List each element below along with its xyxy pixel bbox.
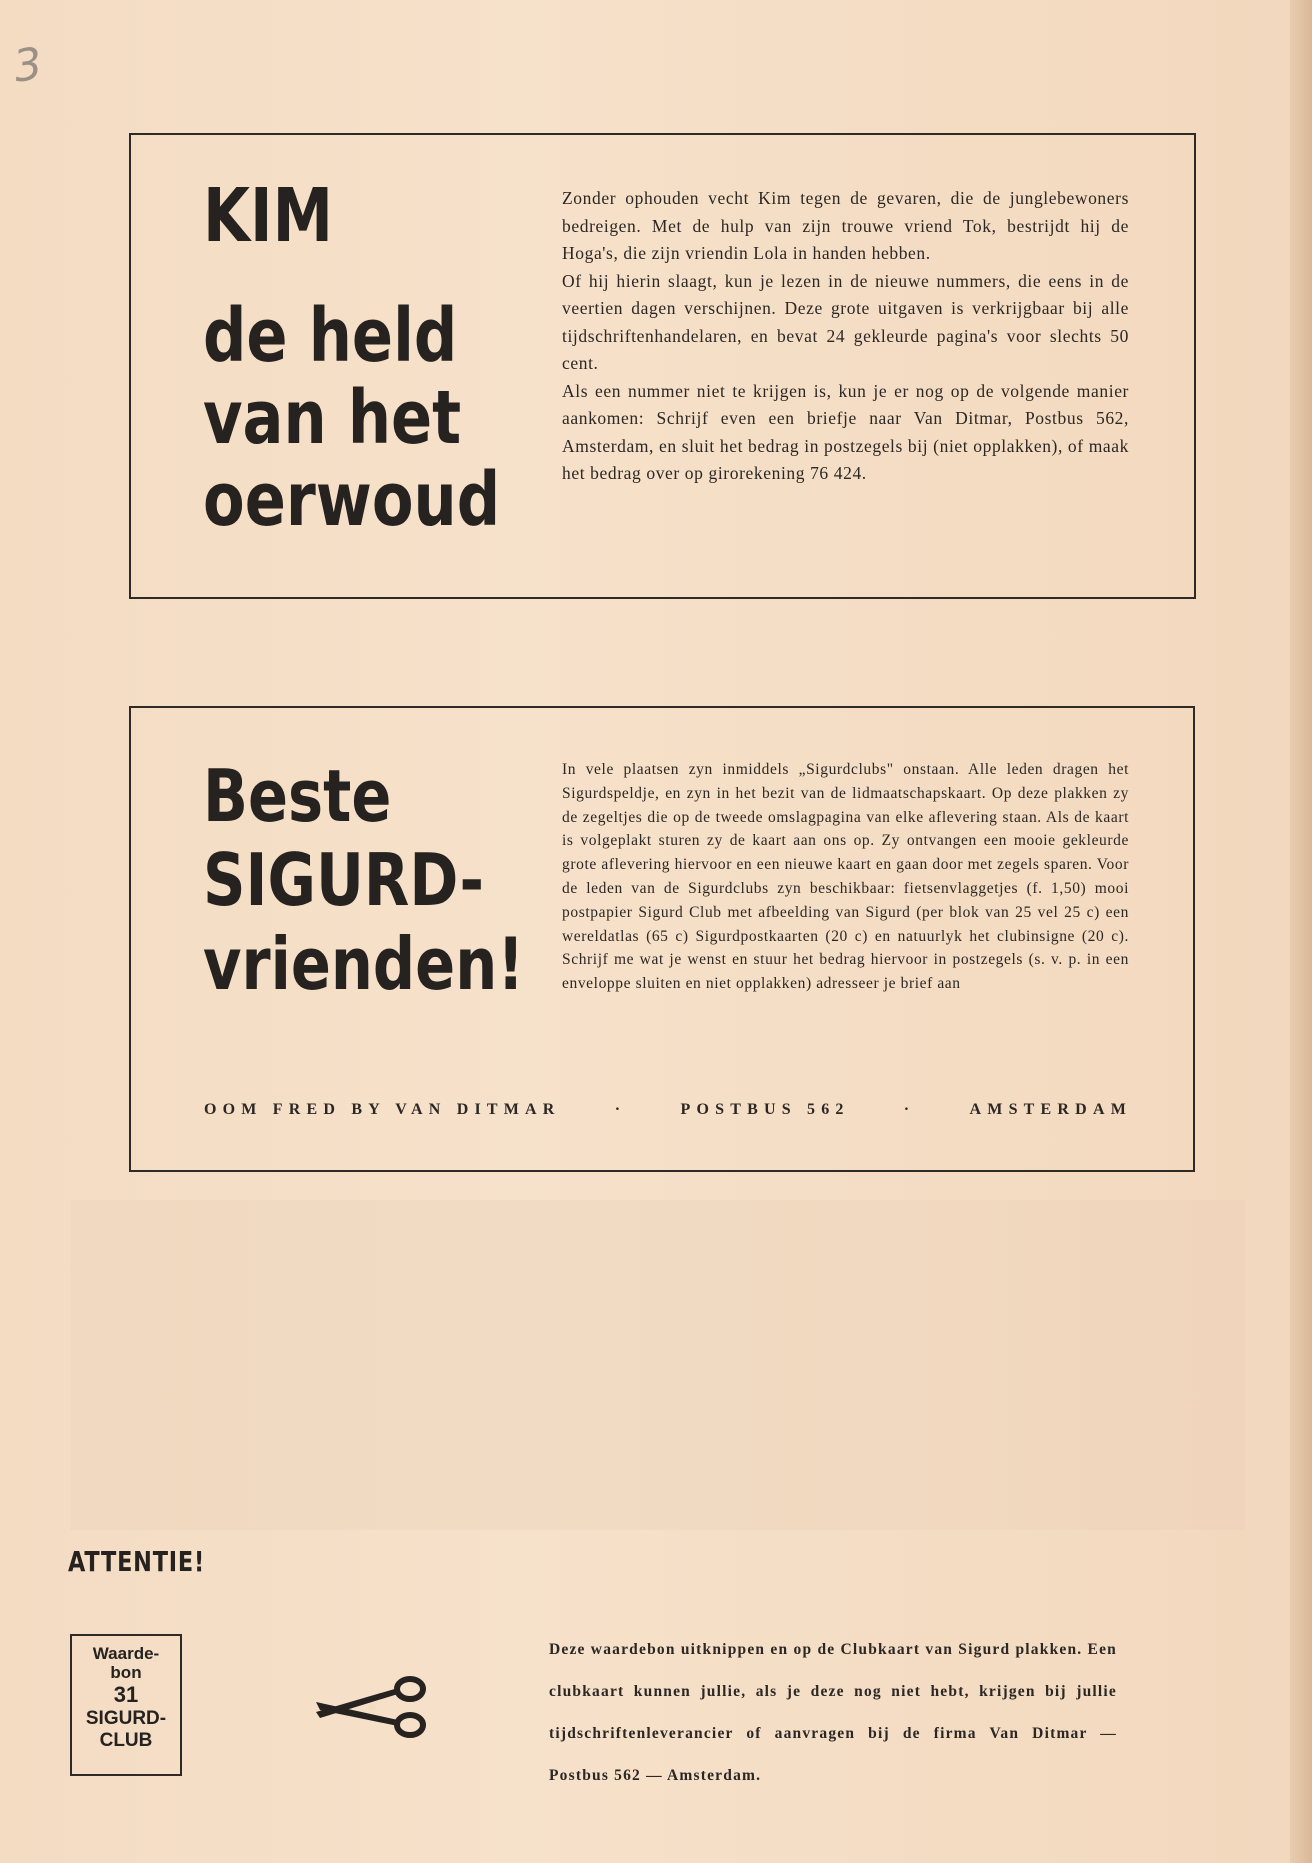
sigurd-title-line: vrienden! xyxy=(203,922,525,1006)
attentie-heading: ATTENTIE! xyxy=(68,1545,206,1578)
faint-bleed-through xyxy=(70,1200,1245,1530)
address-city: AMSTERDAM xyxy=(969,1101,1132,1118)
waardebon-coupon xyxy=(70,1634,182,1776)
sigurd-title-line: SIGURD- xyxy=(203,838,484,922)
kim-paragraph: Als een nummer niet te krijgen is, kun je er nog op de volgende manier aankomen: Schrijf even een briefje naar Van Ditmar, Postbus 562, Amsterdam, en sluit het bedrag in postzegels bij (niet opplakken), of maak het bedrag over op girorekening 76 424. xyxy=(562,380,1129,483)
page-spine-shadow xyxy=(1290,0,1312,1863)
coupon-club: SIGURD- xyxy=(85,1708,167,1729)
sigurd-title-line: Beste xyxy=(203,754,392,838)
coupon-club: CLUB xyxy=(99,1730,153,1751)
kim-subtitle-line: oerwoud xyxy=(203,457,501,543)
kim-subtitle xyxy=(203,295,500,541)
kim-body-text xyxy=(562,185,1129,488)
kim-title: KIM xyxy=(203,173,333,259)
address-postbus: POSTBUS 562 xyxy=(680,1101,850,1118)
kim-advert-box xyxy=(129,133,1196,599)
sigurd-club-box xyxy=(129,706,1195,1172)
sigurd-body-text: In vele plaatsen zyn inmiddels „Sigurdclubs" onstaan. Alle leden dragen het Sigurdspeldje, en zyn in het bezit van de lidmaatschapskaart. Op deze plakken zy de zegeltjes die op de tweede omslagpagina van elke aflevering staan. Als de kaart is volgeplakt sturen zy de kaart aan ons op. Zy ontvangen een mooie gekleurde grote aflevering hiervoor en een nieuwe kaart en gaan door met zegels sparen. Voor de leden van de Sigurdclubs zyn beschikbaar: fietsenvlaggetjes (f. 1,50) mooi postpapier Sigurd Club met afbeelding van Sigurd (per blok van 25 vel 25 c) een wereldatlas (65 c) Sigurdpostkaarten (20 c) en natuurlyk het clubinsigne (20 c). Schrijf me wat je wenst en stuur het bedrag hiervoor in postzegels (s. v. p. in een enveloppe sluiten en niet opplakken) adresseer je brief aan xyxy=(562,761,1129,993)
coupon-number: 31 xyxy=(113,1682,139,1707)
sigurd-address-line xyxy=(204,1101,1132,1119)
coupon-label: bon xyxy=(110,1663,142,1682)
address-separator: · xyxy=(614,1101,627,1118)
address-name: OOM FRED BY VAN DITMAR xyxy=(204,1101,561,1118)
address-separator: · xyxy=(903,1101,916,1118)
kim-subtitle-line: van het xyxy=(203,375,462,461)
coupon-instructions: Deze waardebon uitknippen en op de Clubkaart van Sigurd plakken. Een clubkaart kunnen jullie, als je deze nog niet hebt, krijgen bij jullie tijdschriftenleverancier of aanvragen bij de firma Van Ditmar — Postbus 562 — Amsterdam. xyxy=(549,1641,1117,1784)
kim-paragraph: Zonder ophouden vecht Kim tegen de gevaren, die de junglebewoners bedreigen. Met de hulp van zijn trouwe vriend Tok, bestrijdt hij de Hoga's, die zijn vriendin Lola in handen hebben. xyxy=(562,188,1129,263)
scissors-icon xyxy=(312,1672,432,1742)
sigurd-title xyxy=(203,754,524,1006)
handwritten-page-number: 3 xyxy=(10,38,46,93)
kim-subtitle-line: de held xyxy=(203,293,458,379)
kim-paragraph: Of hij hierin slaagt, kun je lezen in de nieuwe nummers, die eens in de veertien dagen verschijnen. Deze grote uitgaven is verkrijgbaar bij alle tijdschriftenhandelaren, en bevat 24 gekleurde pagina's voor slechts 50 cent. xyxy=(562,270,1129,373)
coupon-label: Waarde- xyxy=(92,1644,160,1663)
